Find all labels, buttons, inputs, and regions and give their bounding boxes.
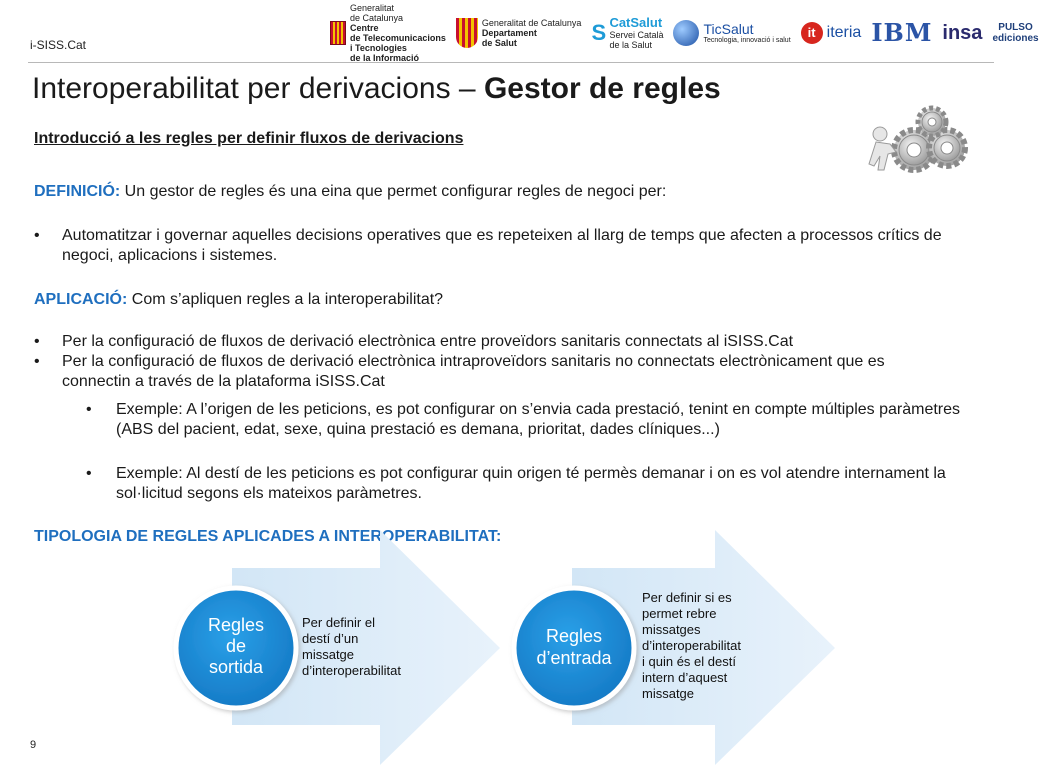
bullet-glyph: • (86, 401, 92, 418)
aplicacio-bullet-text: Per la configuració de fluxos de derivació electrònica entre proveïdors sanitaris connectats al iSISS.Cat (62, 333, 794, 350)
salut-line-3: de Salut (481, 38, 517, 48)
insa-logo (942, 22, 983, 44)
aplicacio-sub-bullet (86, 464, 986, 504)
ctti-line-3: Centre (350, 23, 379, 33)
right-arrow-line: i quin és el destí (642, 654, 736, 669)
header-divider (28, 62, 994, 63)
right-circle-line: d’entrada (536, 648, 612, 668)
left-circle-line: sortida (208, 657, 264, 677)
ticsalut-logo (673, 20, 790, 46)
catsalut-name: CatSalut (609, 15, 663, 30)
insa-wordmark: insa (942, 22, 983, 44)
definicio-bullet-text: Automatitzar i governar aquelles decisions operatives que es repeteixen al llarg de temps que afecten a processos crítics de negoci, aplicacions i sistemes. (62, 227, 942, 264)
bullet-glyph: • (34, 353, 40, 370)
right-arrow-line: intern d’aquest (642, 670, 728, 685)
ctti-line-2: de Catalunya (350, 13, 404, 23)
ctti-line-6: de la Informació (350, 53, 420, 63)
title-main: Interoperabilitat per derivacions (32, 72, 451, 105)
ibm-logo (871, 18, 933, 47)
left-arrow-line: Per definir el (302, 615, 375, 630)
iteria-name: iteria (826, 24, 862, 41)
right-arrow-line: missatge (642, 686, 695, 701)
bullet-glyph: • (34, 227, 40, 244)
title-bold: Gestor de regles (483, 72, 721, 105)
definicio-bullet (34, 226, 994, 268)
page-title (32, 72, 721, 106)
catsalut-icon: S (591, 20, 607, 45)
right-arrow-line: missatges (642, 622, 701, 637)
ctti-logo (330, 3, 446, 63)
definicio-text: Un gestor de regles és una eina que permet configurar regles de negoci per: (120, 183, 667, 200)
ticsalut-globe-icon (673, 20, 699, 46)
left-arrow-line: missatge (302, 647, 355, 662)
right-arrow-line: Per definir si es (642, 590, 732, 605)
right-arrow-line: permet rebre (642, 606, 717, 621)
iteria-icon: it (801, 22, 823, 44)
catalan-crest-icon (330, 21, 346, 45)
gear-icon (918, 108, 946, 136)
catsalut-line-2: Servei Català (609, 30, 664, 40)
aplicacio-sub-bullet (86, 400, 986, 460)
salut-logo (456, 18, 582, 48)
salut-line-1: Generalitat de Catalunya (481, 18, 582, 28)
aplicacio-bullet-text: Per la configuració de fluxos de derivació electrònica intraproveïdors sanitaris no connectats electrònicament que es connectin a través de la plataforma iSISS.Cat (62, 353, 885, 390)
rules-diagram (170, 530, 840, 765)
gears-illustration (862, 100, 972, 180)
gear-icon (894, 130, 934, 170)
page-subtitle: Introducció a les regles per definir fluxos de derivacions (34, 130, 464, 147)
definicio-line (34, 182, 666, 202)
right-circle-line: Regles (545, 626, 603, 646)
bullet-glyph: • (34, 333, 40, 350)
aplicacio-sub-bullet-text: Exemple: Al destí de les peticions es pot configurar quin origen té permès demanar i on es vol atendre internament la sol·licitud segons els mateixos paràmetres. (116, 465, 946, 502)
pulso-subline: ediciones (992, 33, 1039, 44)
aplicacio-bullet (34, 352, 994, 392)
catsalut-line-3: de la Salut (609, 40, 652, 50)
left-circle-line: de (225, 636, 247, 656)
ctti-line-5: i Tecnologies (350, 43, 407, 53)
title-separator: – (450, 72, 484, 105)
ticsalut-name: TicSalut (703, 20, 754, 37)
aplicacio-bullet (34, 332, 994, 352)
ibm-wordmark: IBM (871, 18, 933, 47)
iteria-logo (801, 22, 862, 44)
definicio-label: DEFINICIÓ: (34, 183, 121, 200)
pulso-wordmark: PULSO (998, 22, 1033, 33)
partner-logos (330, 3, 1039, 63)
page-number: 9 (30, 739, 37, 751)
brand-label: i-SISS.Cat (30, 38, 87, 52)
catsalut-logo (591, 16, 663, 50)
aplicacio-sub-bullet-text: Exemple: A l’origen de les peticions, es pot configurar on s’envia cada prestació, tenint en compte múltiples paràmetres (ABS del pacient, edat, sexe, quina prestació es demana, prioritat, dades clíniques...) (116, 401, 961, 438)
left-arrow-line: destí d’un (302, 631, 359, 646)
salut-line-2: Departament (481, 28, 537, 38)
ticsalut-tagline: Tecnologia, innovació i salut (703, 36, 791, 44)
bullet-glyph: • (86, 465, 92, 482)
aplicacio-label: APLICACIÓ: (34, 291, 128, 308)
tipologia-heading: TIPOLOGIA DE REGLES APLICADES A INTEROPERABILITAT: (34, 528, 502, 545)
aplicacio-text: Com s’apliquen regles a la interoperabilitat? (127, 291, 444, 308)
catalan-shield-icon (456, 18, 478, 48)
right-arrow-line: d’interoperabilitat (642, 638, 742, 653)
ctti-line-4: de Telecomunicacions (350, 33, 446, 43)
pulso-logo (992, 22, 1038, 44)
person-figure-icon (869, 127, 896, 170)
left-arrow-line: d’interoperabilitat (302, 663, 402, 678)
left-circle-line: Regles (207, 615, 265, 635)
ctti-line-1: Generalitat (350, 3, 395, 13)
aplicacio-line (34, 290, 443, 310)
